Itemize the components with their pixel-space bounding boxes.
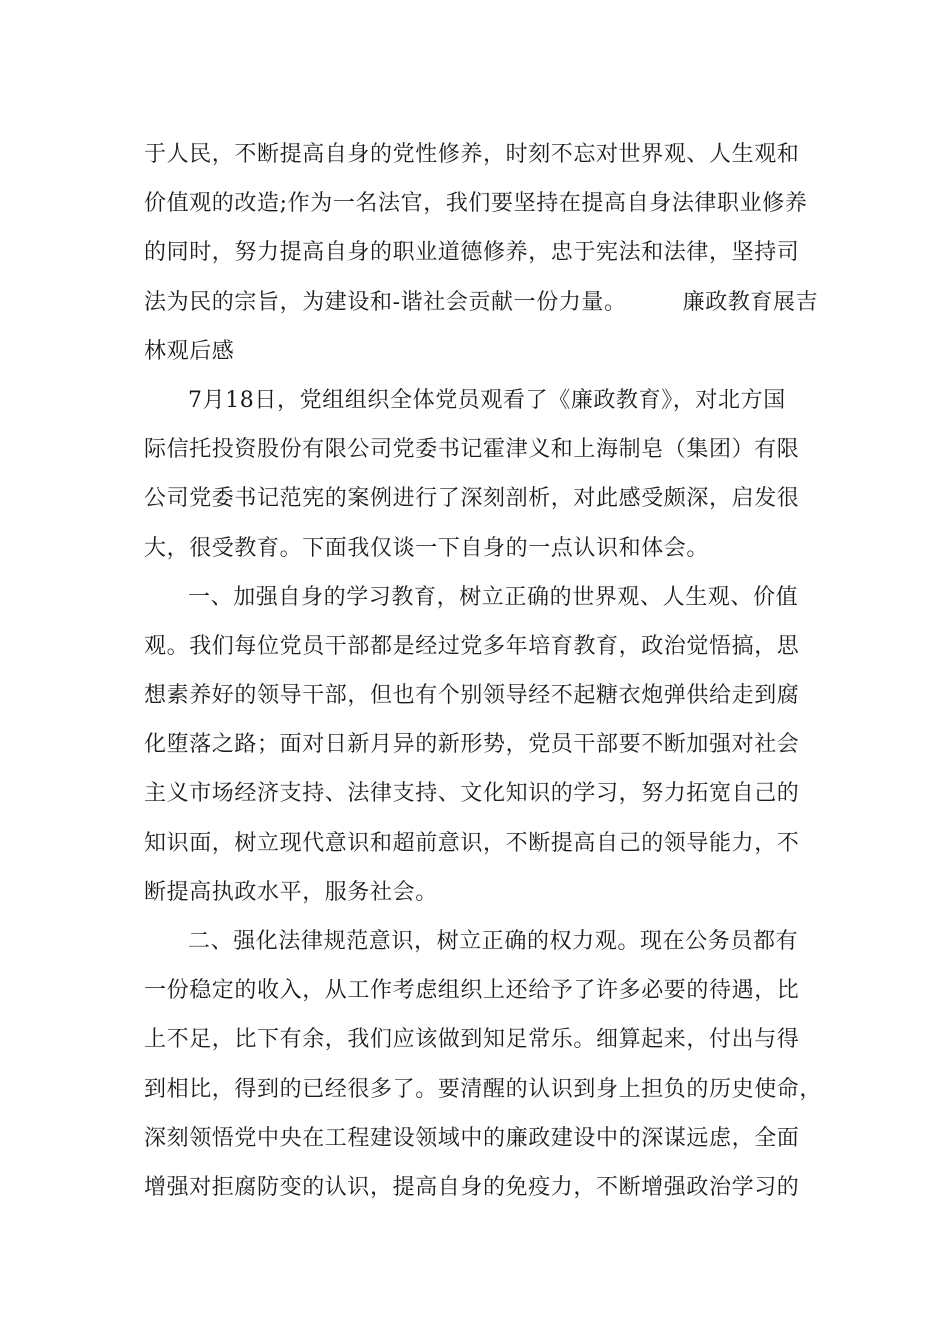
text-line: 一、加强自身的学习教育，树立正确的世界观、人生观、价值 [188,584,799,610]
paragraph-point-two [144,917,823,1212]
closing-sentence: 法为民的宗旨，为建设和-谐社会贡献一份力量。 [144,289,627,315]
text-line: 化堕落之路；面对日新月异的新形势，党员干部要不断加强对社会 [144,732,800,758]
text-line: 增强对拒腐防变的认识，提高自身的免疫力，不断增强政治学习的 [144,1174,800,1200]
text-line: 二、强化法律规范意识，树立正确的权力观。现在公务员都有 [188,929,799,954]
document-body [144,130,823,1212]
text-line-with-title [144,278,819,327]
text-line: 际信托投资股份有限公司党委书记霍津义和上海制皂（集团）有限 [144,437,800,463]
text-line: 知识面，树立现代意识和超前意识，不断提高自己的领导能力，不 [144,830,800,856]
text-line: 大，很受教育。下面我仅谈一下自身的一点认识和体会。 [144,535,710,561]
text-line: 断提高执政水平，服务社会。 [144,879,438,905]
text-line: 价值观的改造;作为一名法官，我们要坚持在提高自身法律职业修养 [144,191,808,217]
text-line: 的同时，努力提高自身的职业道德修养，忠于宪法和法律，坚持司 [144,240,800,266]
text-line: 到相比，得到的已经很多了。要清醒的认识到身上担负的历史使命， [144,1076,823,1102]
text-line: 主义市场经济支持、法律支持、文化知识的学习，努力拓宽自己的 [144,781,800,807]
text-line: 想素养好的领导干部，但也有个别领导经不起糖衣炮弹供给走到腐 [144,683,800,709]
text-line: 公司党委书记范宪的案例进行了深刻剖析，对此感受颇深，启发很 [144,486,800,512]
text-line: 于人民，不断提高自身的党性修养，时刻不忘对世界观、人生观和 [144,142,800,167]
paragraph-point-one [144,573,810,917]
paragraph-intro [144,376,810,573]
text-line: 一份稳定的收入，从工作考虑组织上还给予了许多必要的待遇，比 [144,978,800,1004]
article-title-continued: 林观后感 [144,338,235,364]
article-title: 廉政教育展吉 [682,289,819,315]
text-line: 观。我们每位党员干部都是经过党多年培育教育，政治觉悟搞，思 [144,633,800,659]
text-line: 深刻领悟党中央在工程建设领域中的廉政建设中的深谋远虑，全面 [144,1125,800,1151]
text-line: 上不足，比下有余，我们应该做到知足常乐。细算起来，付出与得 [144,1027,800,1053]
continuation-paragraph [144,130,819,376]
text-line: 7月18日，党组组织全体党员观看了《廉政教育》，对北方国 [188,387,786,413]
